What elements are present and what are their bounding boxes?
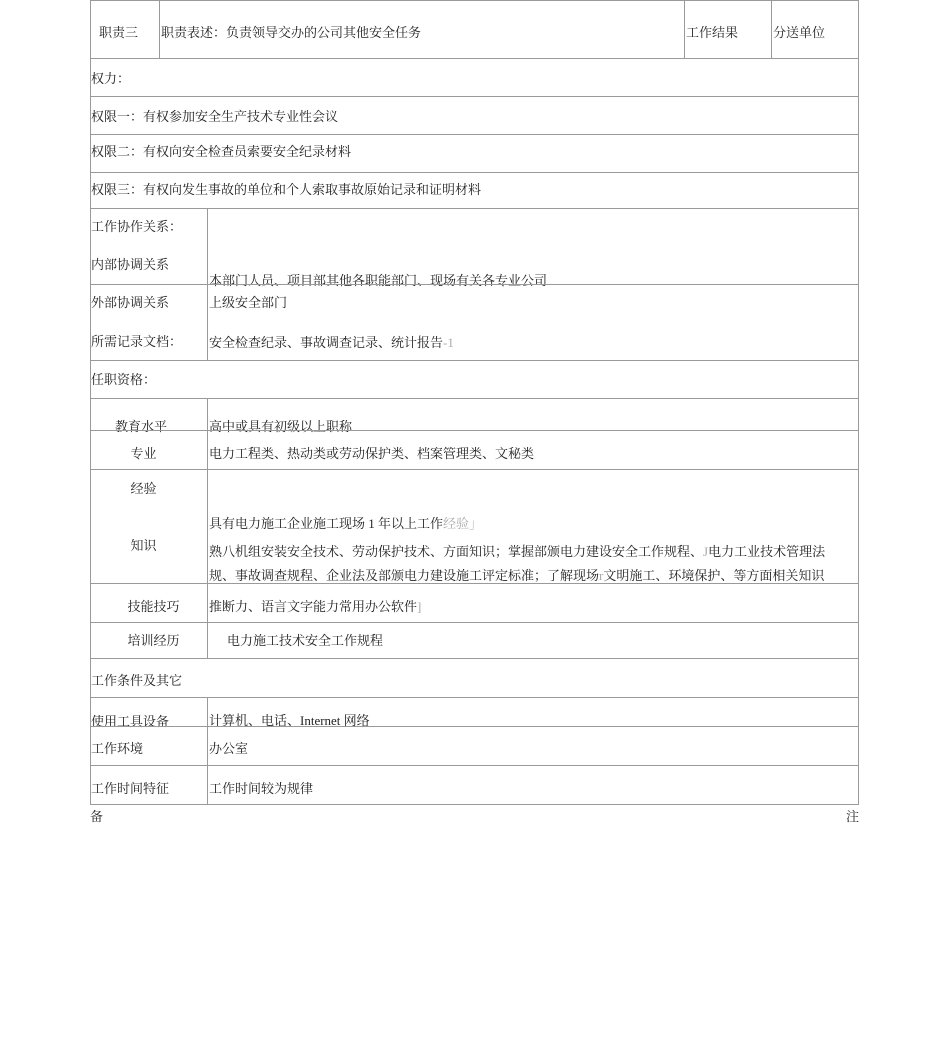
working-time-label: 工作时间特征 (91, 781, 170, 796)
authority-item-row (90, 96, 859, 135)
skills-row (90, 583, 859, 623)
internal-coordination-label: 内部协调关系 (91, 257, 170, 272)
authority-item-2: 权限二：有权向安全检查员索要安全纪录材料 (91, 144, 352, 159)
experience-label: 经验 (130, 481, 157, 496)
major-value: 电力工程类、热动类或劳动保护类、档案管理类、文秘类 (209, 446, 535, 461)
duty3-row (90, 0, 859, 59)
cooperation-internal-row (90, 208, 859, 288)
training-label: 培训经历 (127, 633, 180, 648)
environment-label: 工作环境 (91, 741, 144, 756)
conditions-heading-row (90, 658, 859, 698)
knowledge-label: 知识 (130, 538, 157, 553)
external-coordination-value: 上级安全部门 (209, 295, 288, 310)
education-row (90, 398, 859, 434)
conditions-heading: 工作条件及其它 (91, 673, 183, 688)
experience-knowledge-row (90, 469, 859, 584)
external-coordination-label: 外部协调关系 (91, 295, 170, 310)
experience-value: 具有电力施工企业施工现场 1 年以上工作经验」 (209, 516, 483, 531)
education-value: 高中或具有初级以上职称 (209, 419, 353, 434)
authority-item-row (90, 172, 859, 209)
internal-coordination-value: 本部门人员、项目部其他各职能部门、现场有关各专业公司 (209, 273, 548, 288)
duty3-result-label: 工作结果 (686, 25, 739, 40)
cooperation-external-row (90, 284, 859, 361)
knowledge-line-2: 规、事故调查规程、企业法及部颁电力建设施工评定标准；了解现场r文明施工、环境保护、等方面相关知识 (209, 568, 825, 583)
major-row (90, 430, 859, 470)
authority-heading-row (90, 58, 859, 97)
remarks-right: 注 (846, 809, 860, 824)
qualification-heading-row (90, 360, 859, 399)
tools-label: 使用工具设备 (91, 714, 170, 729)
duty3-label: 职责三 (99, 25, 139, 40)
records-mark: -1 (443, 335, 454, 350)
experience-mark: 经验」 (443, 516, 483, 531)
knowledge-line-1: 熟八机组安装安全技术、劳动保护技术、方面知识；掌握部颁电力建设安全工作规程、J电力工业技术管理法 (209, 544, 826, 559)
duty3-description: 职责表述：负责领导交办的公司其他安全任务 (161, 25, 422, 40)
working-time-row (90, 765, 859, 805)
cooperation-heading: 工作协作关系： (91, 219, 183, 234)
training-value: 电力施工技术安全工作规程 (227, 633, 384, 648)
records-value: 安全检查纪录、事故调查记录、统计报告-1 (209, 335, 454, 350)
authority-heading: 权力： (91, 71, 131, 86)
training-row (90, 622, 859, 659)
records-label: 所需记录文档： (91, 334, 183, 349)
environment-row (90, 726, 859, 766)
environment-value: 办公室 (209, 741, 249, 756)
working-time-value: 工作时间较为规律 (209, 781, 314, 796)
authority-item-1: 权限一：有权参加安全生产技术专业性会议 (91, 109, 339, 124)
education-label: 教育水平 (114, 419, 167, 434)
authority-item-3: 权限三：有权向发生事故的单位和个人索取事故原始记录和证明材料 (91, 182, 482, 197)
major-label: 专业 (130, 446, 157, 461)
authority-item-row (90, 134, 859, 173)
skills-label: 技能技巧 (127, 599, 180, 614)
qualification-heading: 任职资格： (91, 372, 157, 387)
duty3-distribution-label: 分送单位 (773, 25, 826, 40)
remarks-left: 备 (90, 809, 104, 824)
skills-value: 推断力、语言文字能力常用办公软件] (209, 599, 422, 614)
tools-value: 计算机、电话、Internet 网络 (209, 713, 370, 728)
skills-mark: ] (417, 599, 422, 614)
tools-row (90, 697, 859, 727)
